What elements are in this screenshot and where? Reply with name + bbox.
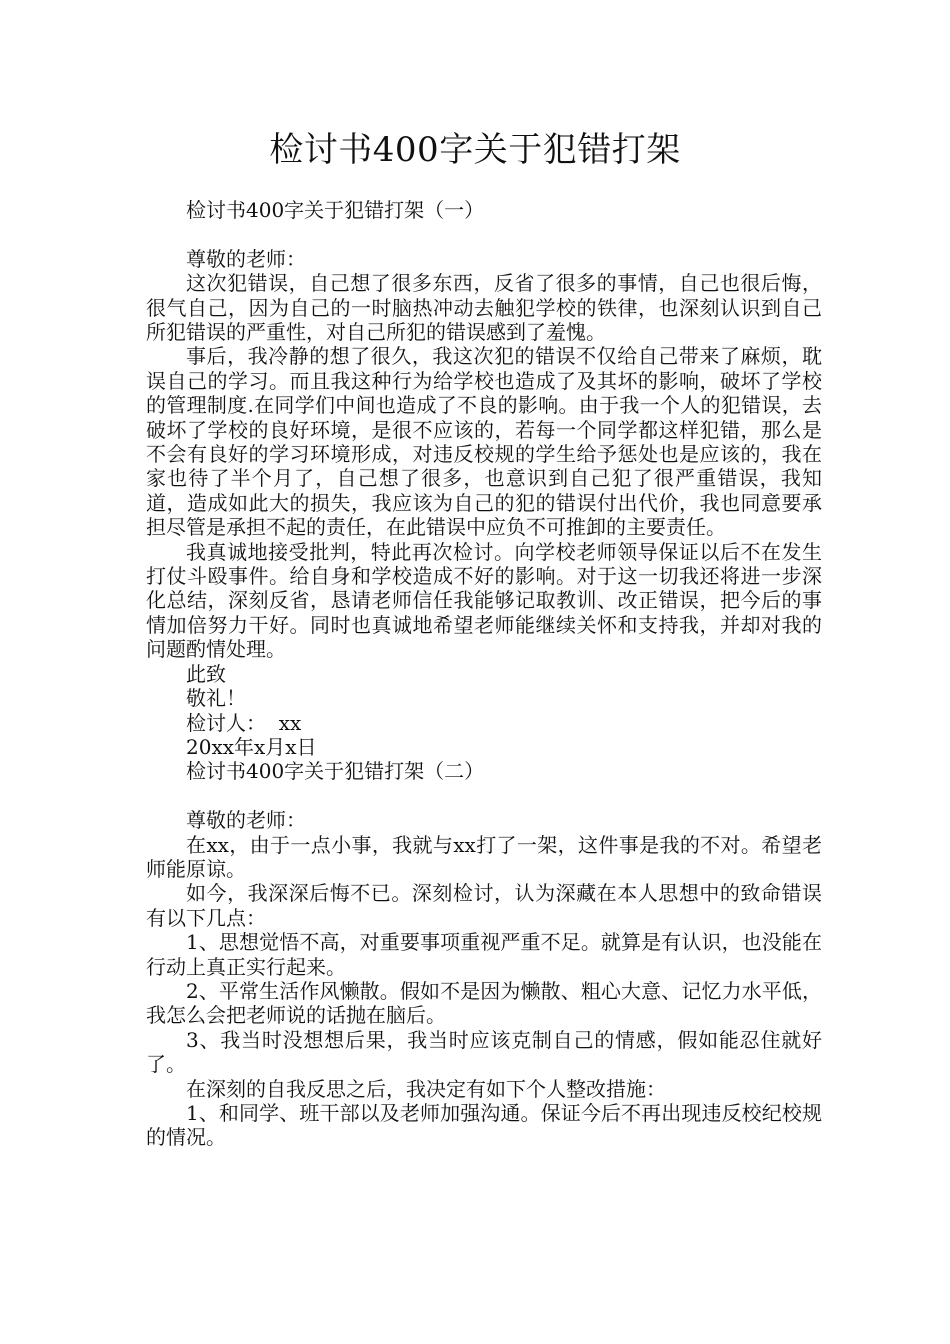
paragraph: 在xx，由于一点小事，我就与xx打了一架，这件事是我的不对。希望老师能原谅。 [146,832,822,881]
paragraph: 3、我当时没想想后果，我当时应该克制自己的情感，假如能忍住就好了。 [146,1027,822,1077]
paragraph: 在深刻的自我反思之后，我决定有如下个人整改措施： [186,1076,666,1101]
paragraph: 这次犯错误，自己想了很多东西，反省了很多的事情，自己也很后悔，很气自己，因为自己的一时脑热冲动去触犯学校的铁律，也深刻认识到自己所犯错误的严重性，对自己所犯的错误感到了羞愧。 [146,271,822,345]
paragraph: 1、和同学、班干部以及老师加强沟通。保证今后不再出现违反校纪校规的情况。 [146,1101,822,1150]
date: 20xx年x月x日 [186,734,317,759]
salutation-2: 尊敬的老师： [186,808,306,833]
section-heading-2: 检讨书400字关于犯错打架（二） [186,759,485,784]
paragraph: 如今，我深深后悔不已。深刻检讨，认为深藏在本人思想中的致命错误有以下几点： [146,881,822,930]
regards: 敬礼！ [186,686,246,711]
paragraph: 事后，我冷静的想了很久，我这次犯的错误不仅给自己带来了麻烦，耽误自己的学习。而且我这种行为给学校也造成了及其坏的影响，破坏了学校的管理制度.在同学们中间也造成了不良的影响。由于我一个人的犯错误，去破坏了学校的良好环境，是很不应该的，若每一个同学都这样犯错，那么是不会有良好的学习环境形成，对违反校规的学生给予惩处也是应该的，我在家也待了半个月了，自己想了很多，也意识到自己犯了很严重错误，我知道，造成如此大的损失，我应该为自己的犯的错误付出代价，我也同意要承担尽管是承担不起的责任，在此错误中应负不可推卸的主要责任。 [146,344,822,540]
paragraph: 我真诚地接受批判，特此再次检讨。向学校老师领导保证以后不在发生打仗斗殴事件。给自身和学校造成不好的影响。对于这一切我还将进一步深化总结，深刻反省，恳请老师信任我能够记取教训、改正错误，把今后的事情加倍努力干好。同时也真诚地希望老师能继续关怀和支持我，并却对我的问题酌情处理。 [146,539,822,662]
paragraph: 1、思想觉悟不高，对重要事项重视严重不足。就算是有认识，也没能在行动上真正实行起来。 [146,930,822,979]
signature: 检讨人： xx [186,710,302,735]
closing: 此致 [186,661,226,686]
salutation-1: 尊敬的老师： [186,246,306,271]
document-title: 检讨书400字关于犯错打架 [269,130,681,170]
document-body [146,198,822,1150]
blank-line [146,784,822,808]
paragraph: 2、平常生活作风懒散。假如不是因为懒散、粗心大意、记忆力水平低，我怎么会把老师说的话抛在脑后。 [146,978,822,1028]
section-heading-1: 检讨书400字关于犯错打架（一） [186,198,485,222]
blank-line [146,222,822,246]
